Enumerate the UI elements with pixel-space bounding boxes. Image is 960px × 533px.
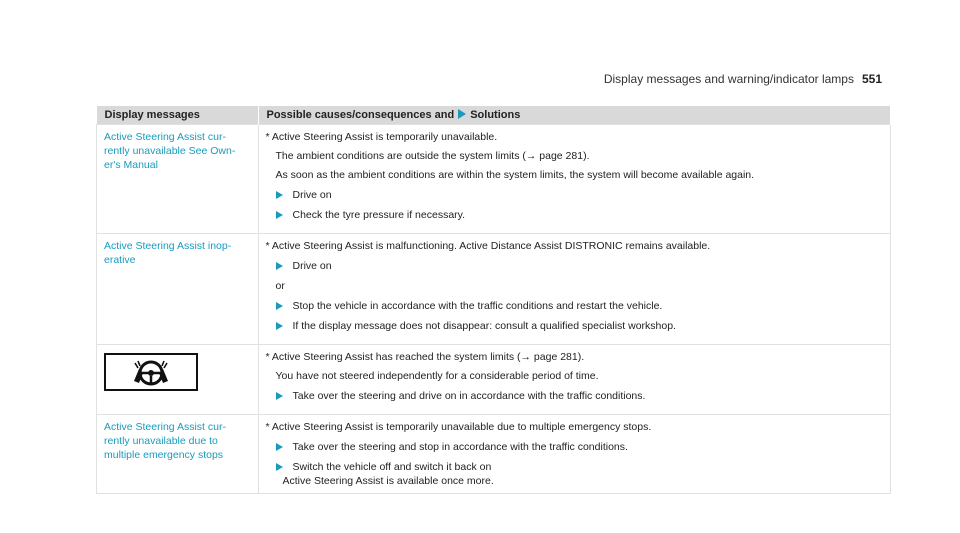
column-solutions-label: Solutions (470, 109, 521, 121)
solution-cell (258, 234, 891, 345)
cause-line: * Active Steering Assist has reached the system limits (→ page 281). (265, 351, 585, 363)
solution-step (276, 208, 884, 222)
step-text: Stop the vehicle in accordance with the traffic conditions and restart the vehicle. (292, 300, 663, 312)
table-row (97, 125, 891, 234)
step-arrow-icon (276, 191, 283, 199)
page-header (604, 72, 882, 86)
step-arrow-icon (276, 211, 283, 219)
solution-step (276, 389, 884, 403)
step-text: Take over the steering and stop in accordance with the traffic conditions. (292, 441, 628, 453)
display-message: Active Steering Assist cur-rently unavailable See Own-er's Manual (97, 125, 259, 234)
step-arrow-icon (276, 392, 283, 400)
step-text: Drive on (292, 260, 332, 272)
solution-arrow-icon (458, 109, 466, 119)
result-text: Active Steering Assist is available once more. (282, 475, 494, 487)
page-number: 551 (861, 72, 882, 86)
display-symbol-cell (97, 345, 259, 415)
table-header-row (97, 106, 891, 125)
step-arrow-icon (276, 302, 283, 310)
table-row (97, 415, 891, 494)
column-causes-solutions (258, 106, 891, 125)
cause-line: The ambient conditions are outside the system limits (→ page 281). (275, 150, 590, 162)
step-text: Switch the vehicle off and switch it back on (292, 461, 492, 473)
step-arrow-icon (276, 443, 283, 451)
solution-cell (258, 415, 891, 494)
step-arrow-icon (276, 322, 283, 330)
solution-step (276, 188, 884, 202)
step-text: Drive on (292, 189, 332, 201)
table-row (97, 234, 891, 345)
step-text: If the display message does not disappear: consult a qualified specialist workshop. (292, 320, 676, 332)
cause-line: * Active Steering Assist is temporarily unavailable. (265, 131, 498, 143)
or-label: or (275, 280, 285, 292)
table-row (97, 345, 891, 415)
steering-wheel-hands-icon (104, 353, 198, 391)
solution-step (276, 460, 884, 474)
column-causes-label: Possible causes/consequences and (266, 109, 455, 121)
solution-step (276, 299, 884, 313)
cause-line: * Active Steering Assist is malfunctioning. Active Distance Assist DISTRONIC remains available. (265, 240, 711, 252)
solution-cell (258, 345, 891, 415)
step-text: Check the tyre pressure if necessary. (292, 209, 466, 221)
display-message: Active Steering Assist cur-rently unavailable due to multiple emergency stops (97, 415, 259, 494)
cause-line: * Active Steering Assist is temporarily unavailable due to multiple emergency stops. (265, 421, 652, 433)
step-arrow-icon (276, 262, 283, 270)
solution-step (276, 319, 884, 333)
section-title: Display messages and warning/indicator lamps (603, 72, 854, 86)
step-text: Take over the steering and drive on in accordance with the traffic conditions. (292, 390, 646, 402)
column-display-messages: Display messages (97, 106, 259, 125)
cause-line: As soon as the ambient conditions are within the system limits, the system will become available again. (275, 169, 755, 181)
messages-table (96, 106, 891, 494)
display-message: Active Steering Assist inop-erative (97, 234, 259, 345)
solution-step (276, 440, 884, 454)
steering-wheel-hands-icon-graphic (130, 357, 172, 387)
step-arrow-icon (276, 463, 283, 471)
solution-step (276, 259, 884, 273)
solution-cell (258, 125, 891, 234)
cause-line: You have not steered independently for a considerable period of time. (275, 370, 599, 382)
